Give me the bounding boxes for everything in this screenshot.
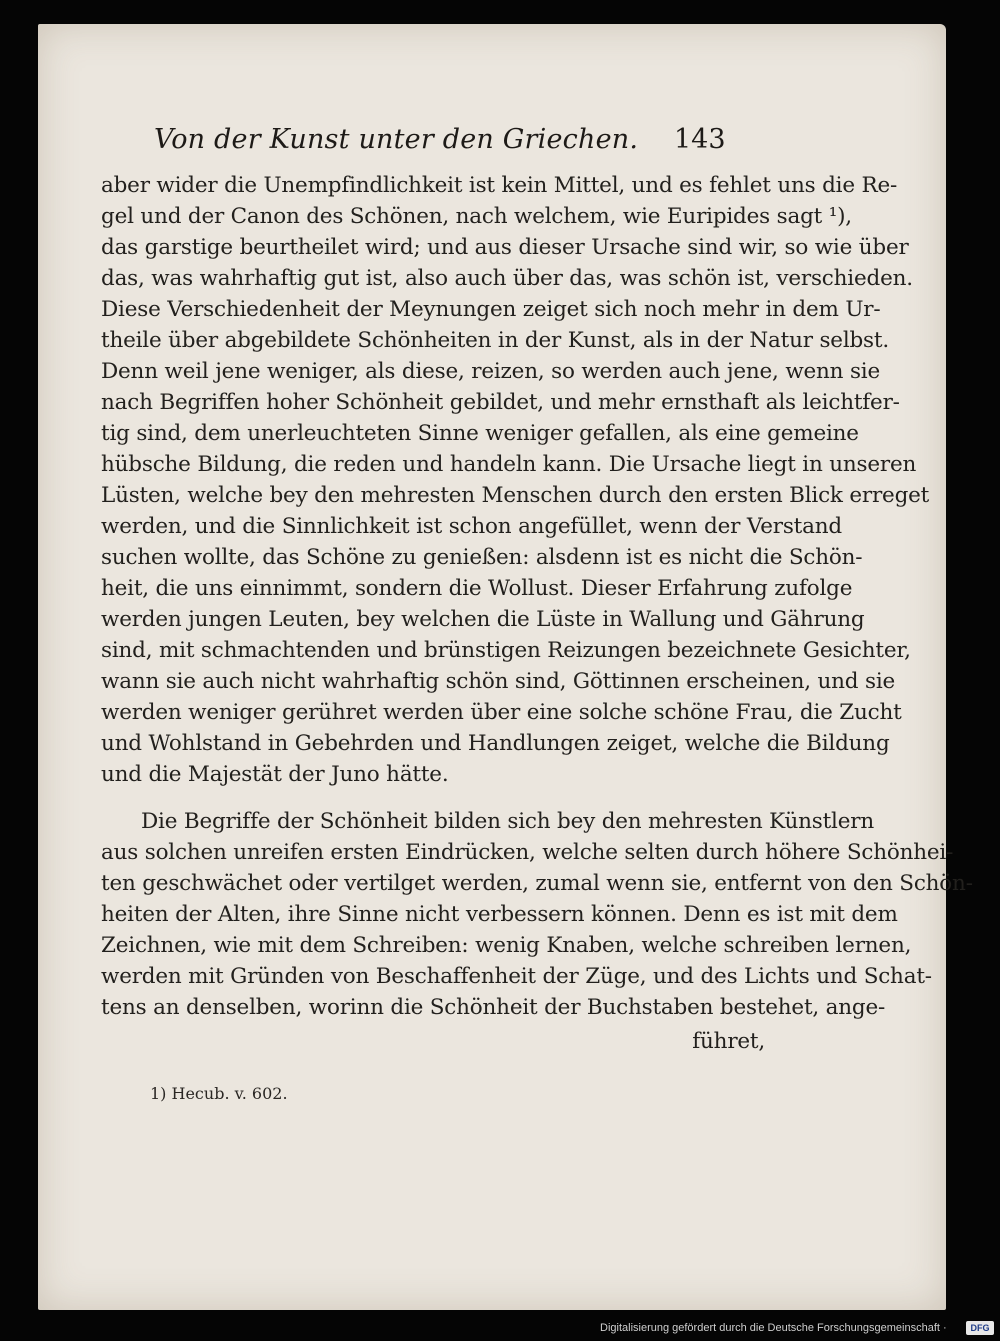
dfg-logo-icon: DFG bbox=[966, 1321, 994, 1335]
text-line: heit, die uns einnimmt, sondern die Wollust. Dieser Erfahrung zufolge bbox=[101, 576, 853, 601]
digitization-note: Digitalisierung gefördert durch die Deutsche Forschungsgemeinschaft · bbox=[600, 1322, 947, 1334]
text-line: aber wider die Unempfindlichkeit ist kein Mittel, und es fehlet uns die Re- bbox=[101, 173, 898, 198]
text-line: Die Begriffe der Schönheit bilden sich bey den mehresten Künstlern bbox=[141, 809, 874, 834]
text-line: hübsche Bildung, die reden und handeln kann. Die Ursache liegt in unseren bbox=[101, 452, 917, 477]
text-line: wann sie auch nicht wahrhaftig schön sind, Göttinnen erscheinen, und sie bbox=[101, 669, 896, 694]
text-line: nach Begriffen hoher Schönheit gebildet, und mehr ernsthaft als leichtfer- bbox=[101, 390, 900, 415]
text-line: aus solchen unreifen ersten Eindrücken, welche selten durch höhere Schönhei- bbox=[101, 840, 954, 865]
text-line: ten geschwächet oder vertilget werden, zumal wenn sie, entfernt von den Schön- bbox=[101, 871, 973, 896]
text-line: das garstige beurtheilet wird; und aus dieser Ursache sind wir, so wie über bbox=[101, 235, 909, 260]
text-line: gel und der Canon des Schönen, nach welchem, wie Euripides sagt ¹), bbox=[101, 204, 852, 229]
catchword: führet, bbox=[692, 1029, 765, 1054]
text-line: werden jungen Leuten, bey welchen die Lüste in Wallung und Gährung bbox=[101, 607, 865, 632]
running-title: Von der Kunst unter den Griechen. bbox=[154, 124, 639, 155]
text-line: Zeichnen, wie mit dem Schreiben: wenig Knaben, welche schreiben lernen, bbox=[101, 933, 912, 958]
text-line: tens an denselben, worinn die Schönheit der Buchstaben bestehet, ange- bbox=[101, 995, 886, 1020]
text-line: werden weniger gerühret werden über eine solche schöne Frau, die Zucht bbox=[101, 700, 902, 725]
text-line: tig sind, dem unerleuchteten Sinne weniger gefallen, als eine gemeine bbox=[101, 421, 859, 446]
text-line: Denn weil jene weniger, als diese, reizen, so werden auch jene, wenn sie bbox=[101, 359, 881, 384]
text-line: werden mit Gründen von Beschaffenheit der Züge, und des Lichts und Schat- bbox=[101, 964, 932, 989]
page-header bbox=[38, 124, 946, 164]
text-line: und Wohlstand in Gebehrden und Handlungen zeiget, welche die Bildung bbox=[101, 731, 890, 756]
page-number: 143 bbox=[674, 124, 726, 155]
footnote: 1) Hecub. v. 602. bbox=[150, 1084, 288, 1103]
text-line: werden, und die Sinnlichkeit ist schon angefüllet, wenn der Verstand bbox=[101, 514, 842, 539]
text-line: Lüsten, welche bey den mehresten Menschen durch den ersten Blick erreget bbox=[101, 483, 930, 508]
text-line: suchen wollte, das Schöne zu genießen: alsdenn ist es nicht die Schön- bbox=[101, 545, 863, 570]
text-line: heiten der Alten, ihre Sinne nicht verbessern können. Denn es ist mit dem bbox=[101, 902, 898, 927]
text-line: Diese Verschiedenheit der Meynungen zeiget sich noch mehr in dem Ur- bbox=[101, 297, 881, 322]
text-line: das, was wahrhaftig gut ist, also auch über das, was schön ist, verschieden. bbox=[101, 266, 913, 291]
text-line: theile über abgebildete Schönheiten in der Kunst, als in der Natur selbst. bbox=[101, 328, 889, 353]
text-line: und die Majestät der Juno hätte. bbox=[101, 762, 449, 787]
text-line: sind, mit schmachtenden und brünstigen Reizungen bezeichnete Gesichter, bbox=[101, 638, 911, 663]
book-page bbox=[38, 24, 973, 1310]
